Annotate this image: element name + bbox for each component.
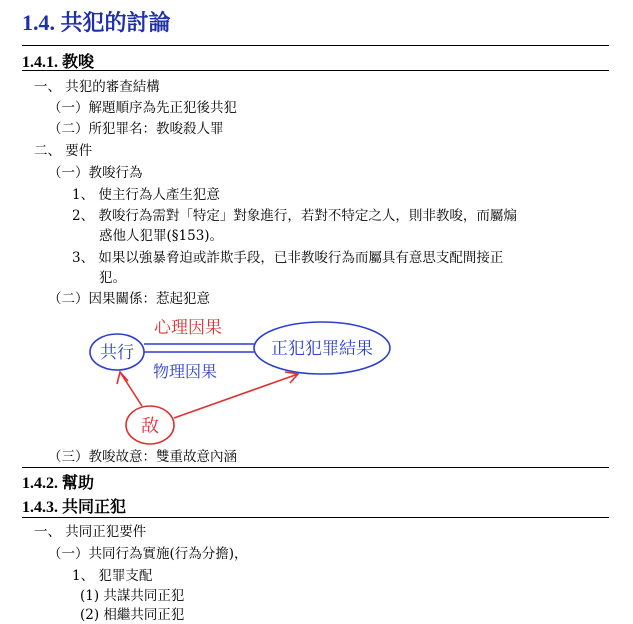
diagram-right-label: 正犯犯罪結果 — [271, 339, 373, 359]
list-item: 1、 犯罪支配 — [72, 568, 153, 584]
list-item: 一、 共犯的審查結構 — [34, 79, 160, 95]
list-item: 二、 要件 — [34, 143, 93, 159]
page-title: 1.4. 共犯的討論 — [22, 10, 171, 35]
list-item-continued: 惑他人犯罪(§153)。 — [99, 228, 224, 244]
diagram-mid-label: 物理因果 — [152, 362, 218, 381]
list-item: 一、 共同正犯要件 — [34, 524, 147, 540]
diagram-left-label: 共行 — [100, 343, 134, 363]
section-heading-aiding: 1.4.2. 幫助 — [22, 475, 95, 492]
section-rule — [22, 467, 609, 468]
list-item: (2) 相繼共同正犯 — [80, 607, 185, 623]
list-item: 3、 如果以強暴脅迫或詐欺手段，已非教唆行為而屬具有意思支配間接正 — [72, 250, 504, 266]
list-item: （二）所犯罪名：教唆殺人罪 — [48, 121, 224, 137]
list-item: (1) 共謀共同正犯 — [80, 588, 185, 604]
diagram-top-label: 心理因果 — [154, 318, 222, 338]
list-item: 1、 使主行為人產生犯意 — [72, 187, 220, 203]
section-rule — [22, 517, 609, 518]
list-item: （三）教唆故意：雙重故意內涵 — [48, 449, 237, 465]
list-item: 2、 教唆行為需對「特定」對象進行，若對不特定之人，則非教唆，而屬煽 — [72, 208, 517, 224]
list-item-continued: 犯。 — [99, 270, 126, 286]
section-heading-coprincipal: 1.4.3. 共同正犯 — [22, 499, 127, 516]
section-heading-instigation: 1.4.1. 教唆 — [22, 54, 95, 71]
list-item: （一）解題順序為先正犯後共犯 — [48, 100, 237, 116]
arrow-to-actor — [120, 372, 142, 406]
diagram-bottom-label: 敌 — [141, 416, 159, 437]
list-item: （一）教唆行為 — [48, 165, 143, 181]
list-item: （二）因果關係：惹起犯意 — [48, 291, 210, 307]
list-item: （一）共同行為實施(行為分擔)， — [48, 546, 248, 562]
